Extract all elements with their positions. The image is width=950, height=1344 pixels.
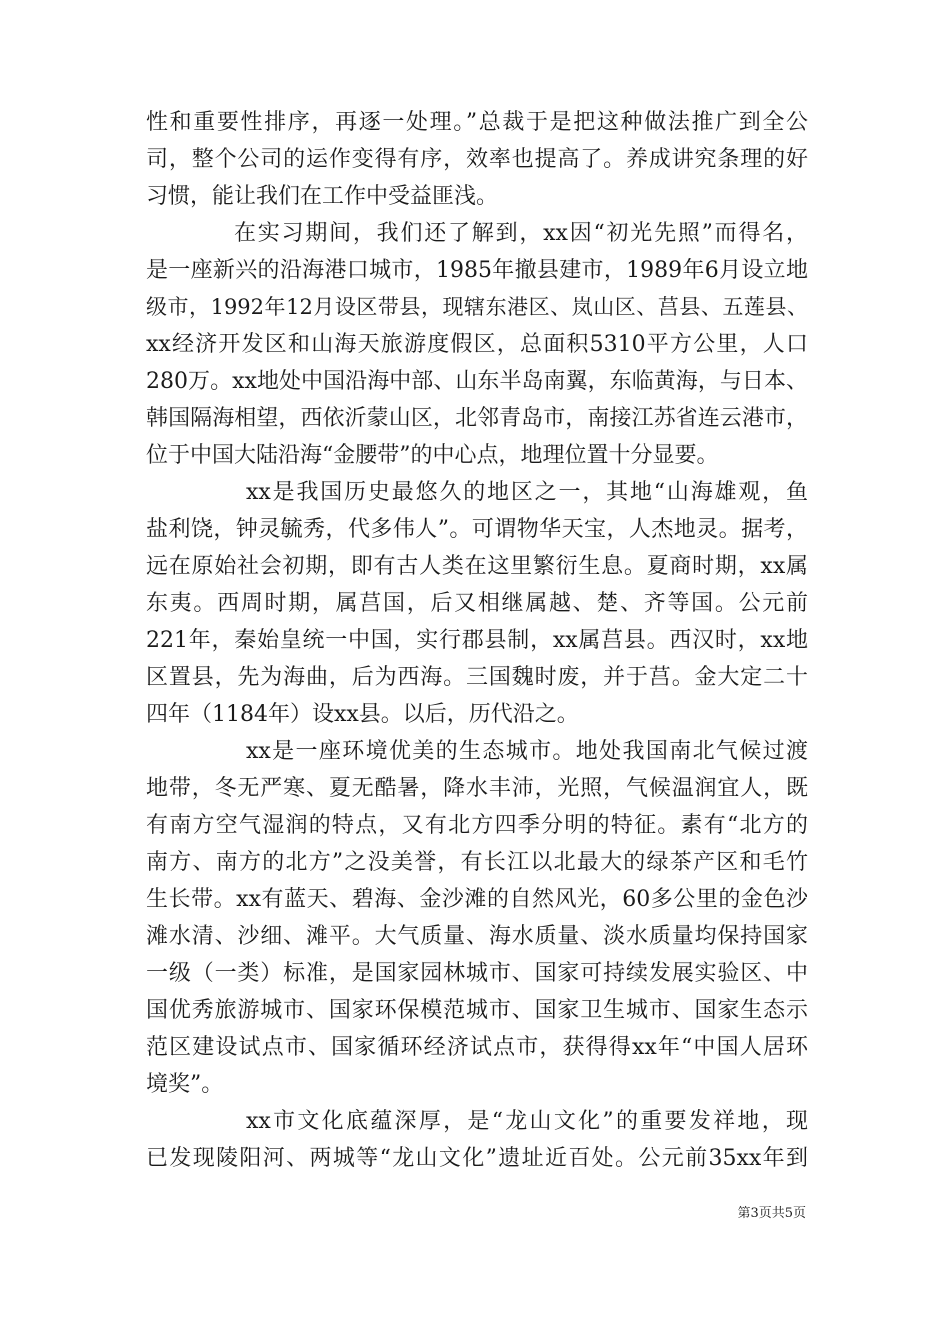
text-line: 国优秀旅游城市、国家环保模范城市、国家卫生城市、国家生态示 xyxy=(146,998,808,1023)
paragraph xyxy=(146,104,808,215)
text-line: 一级（一类）标准，是国家园林城市、国家可持续发展实验区、中 xyxy=(146,961,808,986)
text-line: 司，整个公司的运作变得有序，效率也提高了。养成讲究条理的好 xyxy=(146,147,808,172)
text-line: xx是一座环境优美的生态城市。地处我国南北气候过渡 xyxy=(246,739,808,764)
text-line: 韩国隔海相望，西依沂蒙山区，北邻青岛市，南接江苏省连云港市， xyxy=(146,406,808,431)
document-body xyxy=(146,104,808,1177)
text-line: 远在原始社会初期，即有古人类在这里繁衍生息。夏商时期，xx属 xyxy=(146,554,808,579)
text-line: 习惯，能让我们在工作中受益匪浅。 xyxy=(146,184,499,209)
text-line: 221年，秦始皇统一中国，实行郡县制，xx属莒县。西汉时，xx地 xyxy=(146,628,808,653)
page-number: 第3页共5页 xyxy=(737,1206,806,1221)
text-line: 生长带。xx有蓝天、碧海、金沙滩的自然风光，60多公里的金色沙 xyxy=(146,887,808,912)
text-line: xx是我国历史最悠久的地区之一，其地“山海雄观，鱼 xyxy=(246,480,808,505)
text-line: 区置县，先为海曲，后为西海。三国魏时废，并于莒。金大定二十 xyxy=(146,665,808,690)
text-line: 有南方空气湿润的特点，又有北方四季分明的特征。素有“北方的 xyxy=(146,813,808,838)
text-line: 范区建设试点市、国家循环经济试点市，获得得xx年“中国人居环 xyxy=(146,1035,808,1060)
text-line: 南方、南方的北方”之没美誉，有长江以北最大的绿茶产区和毛竹 xyxy=(146,850,808,875)
text-line: 四年（1184年）设xx县。以后，历代沿之。 xyxy=(146,702,579,727)
text-line: 在实习期间，我们还了解到，xx因“初光先照”而得名， xyxy=(234,221,808,246)
text-line: 位于中国大陆沿海“金腰带”的中心点，地理位置十分显要。 xyxy=(146,443,719,468)
text-line: 滩水清、沙细、滩平。大气质量、海水质量、淡水质量均保持国家 xyxy=(146,924,808,949)
paragraph xyxy=(146,474,808,733)
text-line: 是一座新兴的沿海港口城市，1985年撤县建市，1989年6月设立地 xyxy=(146,258,808,283)
text-line: 级市，1992年12月设区带县，现辖东港区、岚山区、莒县、五莲县、 xyxy=(146,295,808,319)
text-line: 东夷。西周时期，属莒国，后又相继属越、楚、齐等国。公元前 xyxy=(146,591,808,616)
text-line: xx市文化底蕴深厚，是“龙山文化”的重要发祥地，现 xyxy=(246,1109,808,1134)
text-line: 性和重要性排序，再逐一处理。”总裁于是把这种做法推广到全公 xyxy=(146,110,808,135)
paragraph xyxy=(146,733,808,1103)
text-line: 280万。xx地处中国沿海中部、山东半岛南翼，东临黄海，与日本、 xyxy=(146,369,808,394)
text-line: 已发现陵阳河、两城等“龙山文化”遗址近百处。公元前35xx年到 xyxy=(146,1146,808,1171)
text-line: 盐利饶，钟灵毓秀，代多伟人”。可谓物华天宝，人杰地灵。据考， xyxy=(146,517,808,542)
paragraph xyxy=(146,1103,808,1177)
text-line: xx经济开发区和山海天旅游度假区，总面积5310平方公里，人口 xyxy=(146,332,808,357)
text-line: 境奖”。 xyxy=(146,1072,224,1097)
paragraph xyxy=(146,215,808,474)
text-line: 地带，冬无严寒、夏无酷暑，降水丰沛，光照，气候温润宜人，既 xyxy=(146,776,808,801)
